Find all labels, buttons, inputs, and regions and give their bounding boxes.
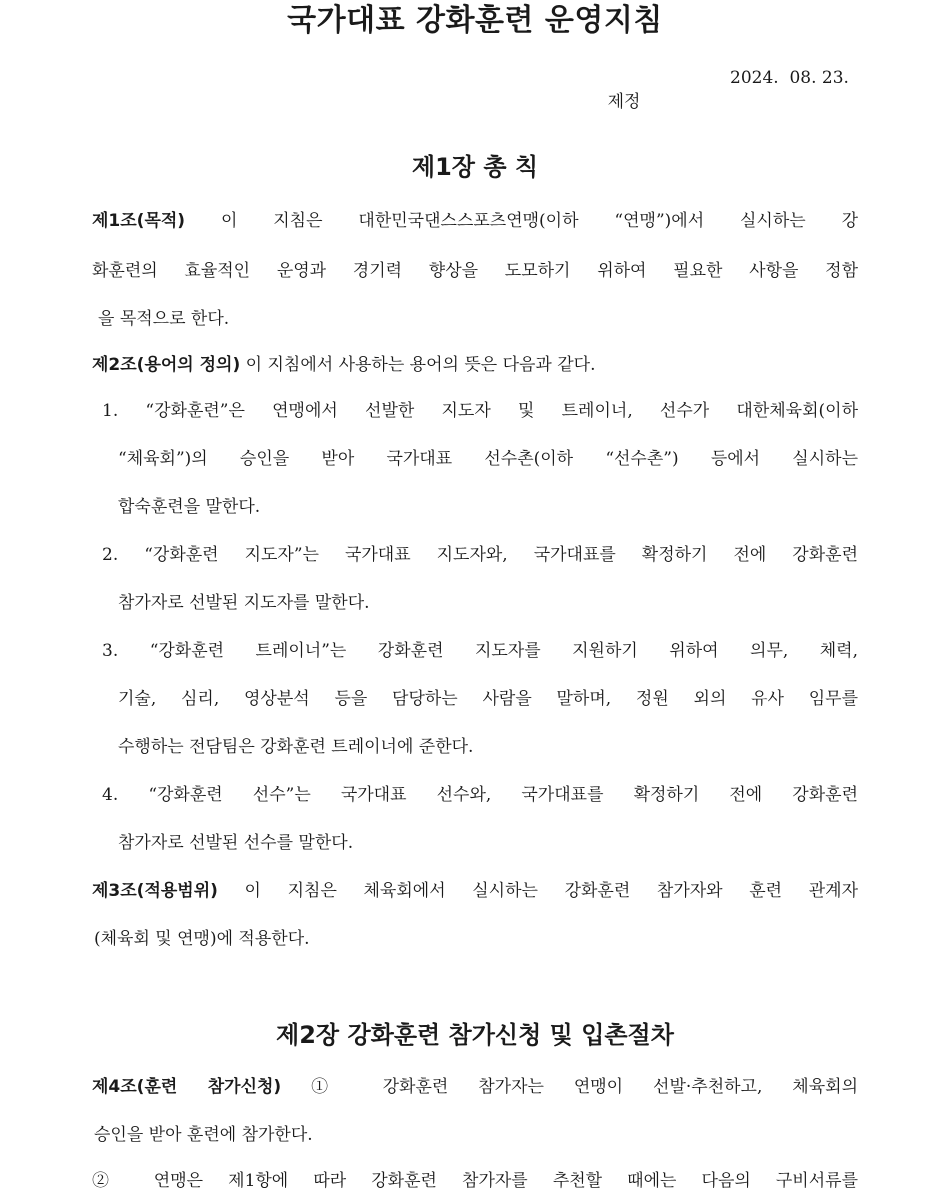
article-3-title: 제3조(적용범위) <box>92 881 218 901</box>
definition-item-1-line-3: 합숙훈련을 말한다. <box>118 497 261 517</box>
article-1-line-3: 을 목적으로 한다. <box>98 309 230 329</box>
document-title: 국가대표 강화훈련 운영지침 <box>287 3 663 38</box>
definition-item-4-line-2: 참가자로 선발된 선수를 말한다. <box>118 833 354 853</box>
article-4-line-2: 승인을 받아 훈련에 참가한다. <box>94 1125 313 1145</box>
definition-item-3-line-1: 3. “강화훈련 트레이너”는 강화훈련 지도자를 지원하기 위하여 의무, 체력, <box>102 641 858 661</box>
definition-item-1-line-1: 1. “강화훈련”은 연맹에서 선발한 지도자 및 트레이너, 선수가 대한체육회(이하 <box>102 401 858 421</box>
definition-item-1-line-2: “체육회”)의 승인을 받아 국가대표 선수촌(이하 “선수촌”) 등에서 실시하는 <box>118 449 858 469</box>
article-1-text: 이 지침은 대한민국댄스스포츠연맹(이하 “연맹”)에서 실시하는 강 <box>185 211 858 231</box>
enactment-date: 2024. 08. 23. <box>730 68 849 88</box>
article-3-line-1 <box>92 878 858 904</box>
article-4-text: ① 강화훈련 참가자는 연맹이 선발·추천하고, 체육회의 <box>281 1077 858 1097</box>
enactment-label: 제정 <box>607 92 641 112</box>
definition-item-2-line-1: 2. “강화훈련 지도자”는 국가대표 지도자와, 국가대표를 확정하기 전에 강화훈련 <box>102 545 858 565</box>
chapter-2-heading: 제2장 강화훈련 참가신청 및 입촌절차 <box>276 1021 674 1049</box>
article-3-line-2: (체육회 및 연맹)에 적용한다. <box>94 929 310 949</box>
definition-item-3-line-2: 기술, 심리, 영상분석 등을 담당하는 사람을 말하며, 정원 외의 유사 임무를 <box>118 689 858 709</box>
article-4-title: 제4조(훈련 참가신청) <box>92 1077 282 1097</box>
article-2-title: 제2조(용어의 정의) <box>92 355 241 375</box>
article-4-paragraph-2: ② 연맹은 제1항에 따라 강화훈련 참가자를 추천할 때에는 다음의 구비서류를 <box>92 1171 858 1191</box>
definition-item-2-line-2: 참가자로 선발된 지도자를 말한다. <box>118 593 370 613</box>
definition-item-3-line-3: 수행하는 전담팀은 강화훈련 트레이너에 준한다. <box>118 737 474 757</box>
article-4-line-1 <box>92 1074 858 1100</box>
chapter-1-heading: 제1장 총 칙 <box>411 153 539 181</box>
definition-item-4-line-1: 4. “강화훈련 선수”는 국가대표 선수와, 국가대표를 확정하기 전에 강화훈련 <box>102 785 858 805</box>
article-2-intro: 이 지침에서 사용하는 용어의 뜻은 다음과 같다. <box>240 355 596 375</box>
enactment-info <box>586 66 849 162</box>
article-1-title: 제1조(목적) <box>92 211 186 231</box>
article-3-text: 이 지침은 체육회에서 실시하는 강화훈련 참가자와 훈련 관계자 <box>217 881 858 901</box>
article-1-line-2: 화훈련의 효율적인 운영과 경기력 향상을 도모하기 위하여 필요한 사항을 정함 <box>92 261 858 281</box>
article-2-line-1 <box>92 352 858 378</box>
article-1-line-1 <box>92 208 858 234</box>
